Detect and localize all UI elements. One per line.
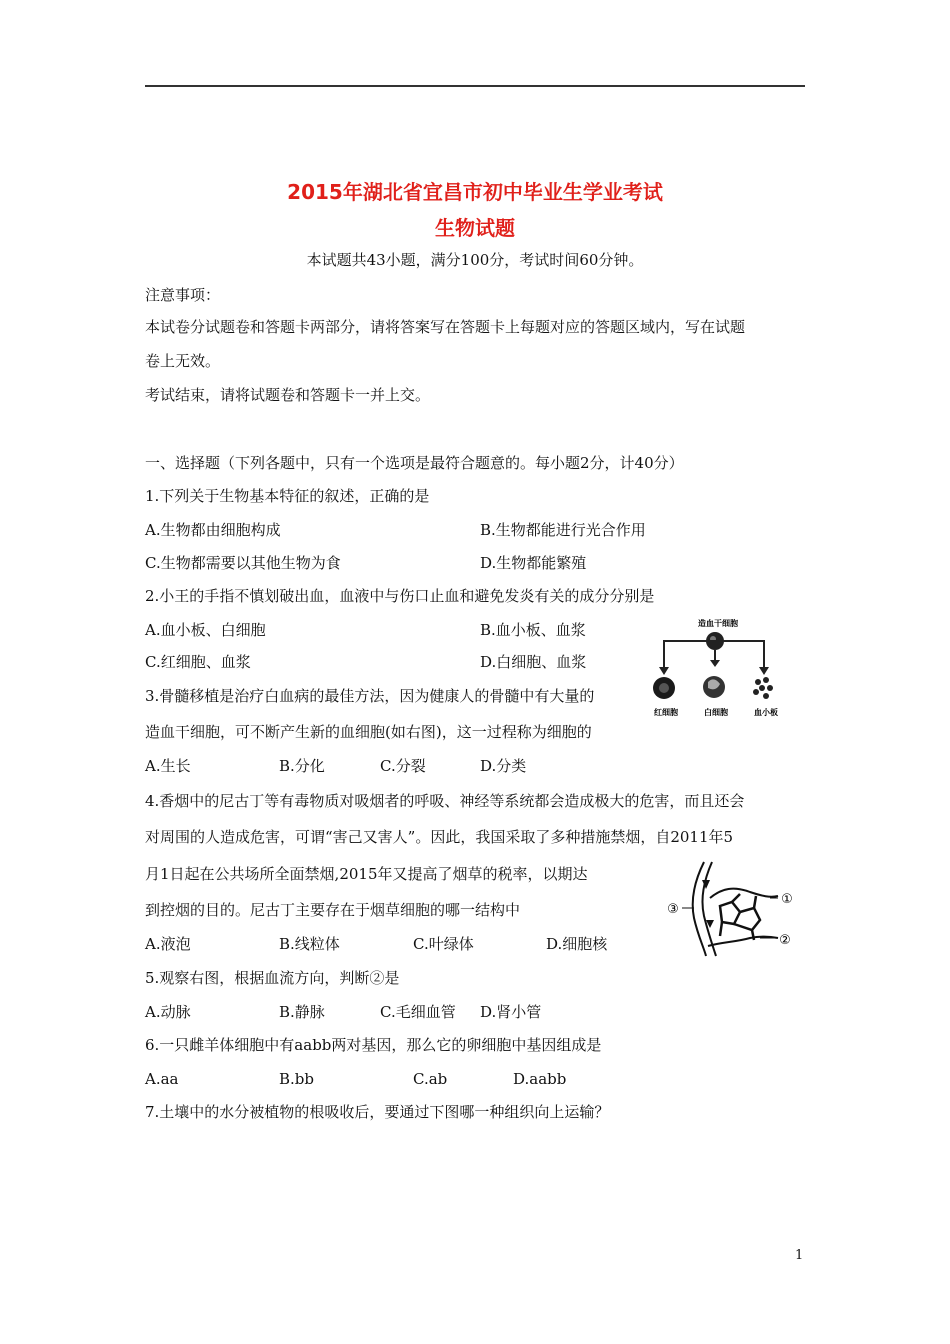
callout-1: ① bbox=[781, 892, 793, 907]
q3-option-d: D.分类 bbox=[480, 757, 527, 775]
q3-option-c: C.分裂 bbox=[380, 757, 426, 775]
q3-option-a: A.生长 bbox=[145, 757, 191, 775]
arrow-left-down-icon bbox=[659, 667, 669, 675]
q5-stem: 5.观察右图，根据血流方向，判断②是 bbox=[145, 969, 400, 987]
q6-option-a: A.aa bbox=[145, 1070, 179, 1088]
q4-stem-line-2: 对周围的人造成危害，可谓“害己又害人”。因此，我国采取了多种措施禁烟，自2011年5 bbox=[145, 828, 734, 846]
q3-option-b: B.分化 bbox=[279, 757, 325, 775]
q4-option-d: D.细胞核 bbox=[546, 935, 608, 953]
q3-stem-line-2: 造血干细胞，可不断产生新的血细胞(如右图)，这一过程称为细胞的 bbox=[145, 723, 592, 741]
page-subtitle: 生物试题 bbox=[435, 216, 515, 240]
q4-stem-line-4: 到控烟的目的。尼古丁主要存在于烟草细胞的哪一结构中 bbox=[145, 901, 521, 919]
q2-option-d: D.白细胞、血浆 bbox=[480, 653, 587, 671]
q4-stem-line-1: 4.香烟中的尼古丁等有毒物质对吸烟者的呼吸、神经等系统都会造成极大的危害，而且还会 bbox=[145, 792, 745, 810]
q4-stem-line-3: 月1日起在公共场所全面禁烟,2015年又提高了烟草的税率，以期达 bbox=[145, 865, 588, 883]
callout-2: ② bbox=[779, 933, 791, 948]
q3-stem-line-1: 3.骨髓移植是治疗白血病的最佳方法，因为健康人的骨髓中有大量的 bbox=[145, 687, 595, 705]
notice-line-1: 本试卷分试题卷和答题卡两部分，请将答案写在答题卡上每题对应的答题区域内，写在试题 bbox=[145, 318, 746, 336]
callout-3: ③ bbox=[667, 902, 679, 917]
label-platelet: 血小板 bbox=[754, 708, 778, 717]
q1-option-c: C.生物都需要以其他生物为食 bbox=[145, 554, 341, 572]
q2-stem: 2.小王的手指不慎划破出血，血液中与伤口止血和避免发炎有关的成分分别是 bbox=[145, 587, 655, 605]
q4-option-c: C.叶绿体 bbox=[413, 935, 474, 953]
q1-option-a: A.生物都由细胞构成 bbox=[145, 521, 281, 539]
page-title: 2015年湖北省宜昌市初中毕业生学业考试 bbox=[287, 180, 663, 204]
platelets-shape bbox=[753, 677, 773, 699]
q2-option-a: A.血小板、白细胞 bbox=[145, 621, 266, 639]
page-number: 1 bbox=[795, 1248, 804, 1263]
q1-stem: 1.下列关于生物基本特征的叙述，正确的是 bbox=[145, 487, 430, 505]
q1-option-d: D.生物都能繁殖 bbox=[480, 554, 587, 572]
notice-line-3: 考试结束，请将试题卷和答题卡一并上交。 bbox=[145, 386, 431, 404]
exam-info: 本试题共43小题，满分100分，考试时间60分钟。 bbox=[306, 251, 644, 269]
q5-option-b: B.静脉 bbox=[279, 1003, 325, 1021]
q5-option-c: C.毛细血管 bbox=[380, 1003, 456, 1021]
blood-vessel-figure bbox=[660, 858, 800, 958]
section-heading: 一、选择题（下列各题中，只有一个选项是最符合题意的。每小题2分，计40分） bbox=[145, 454, 684, 472]
notice-heading: 注意事项： bbox=[145, 286, 221, 304]
blood-cell-figure bbox=[648, 612, 788, 722]
q1-option-b: B.生物都能进行光合作用 bbox=[480, 521, 646, 539]
q5-option-a: A.动脉 bbox=[145, 1003, 191, 1021]
label-white-cell: 白细胞 bbox=[704, 708, 728, 717]
arrow-down-icon bbox=[710, 660, 720, 667]
q4-option-a: A.液泡 bbox=[145, 935, 191, 953]
q5-option-d: D.肾小管 bbox=[480, 1003, 542, 1021]
q6-option-c: C.ab bbox=[413, 1070, 448, 1088]
q2-option-b: B.血小板、血浆 bbox=[480, 621, 586, 639]
label-red-cell: 红细胞 bbox=[654, 708, 678, 717]
q6-option-d: D.aabb bbox=[513, 1070, 567, 1088]
q2-option-c: C.红细胞、血浆 bbox=[145, 653, 251, 671]
q4-option-b: B.线粒体 bbox=[279, 935, 340, 953]
q6-option-b: B.bb bbox=[279, 1070, 314, 1088]
q7-stem: 7.土壤中的水分被植物的根吸收后，要通过下图哪一种组织向上运输？ bbox=[145, 1103, 610, 1121]
label-stem-cell: 造血干细胞 bbox=[698, 619, 738, 628]
header-rule bbox=[145, 85, 805, 87]
arrow-right-down-icon bbox=[759, 667, 769, 675]
q6-stem: 6.一只雌羊体细胞中有aabb两对基因，那么它的卵细胞中基因组成是 bbox=[145, 1036, 602, 1054]
notice-line-2: 卷上无效。 bbox=[145, 352, 221, 370]
